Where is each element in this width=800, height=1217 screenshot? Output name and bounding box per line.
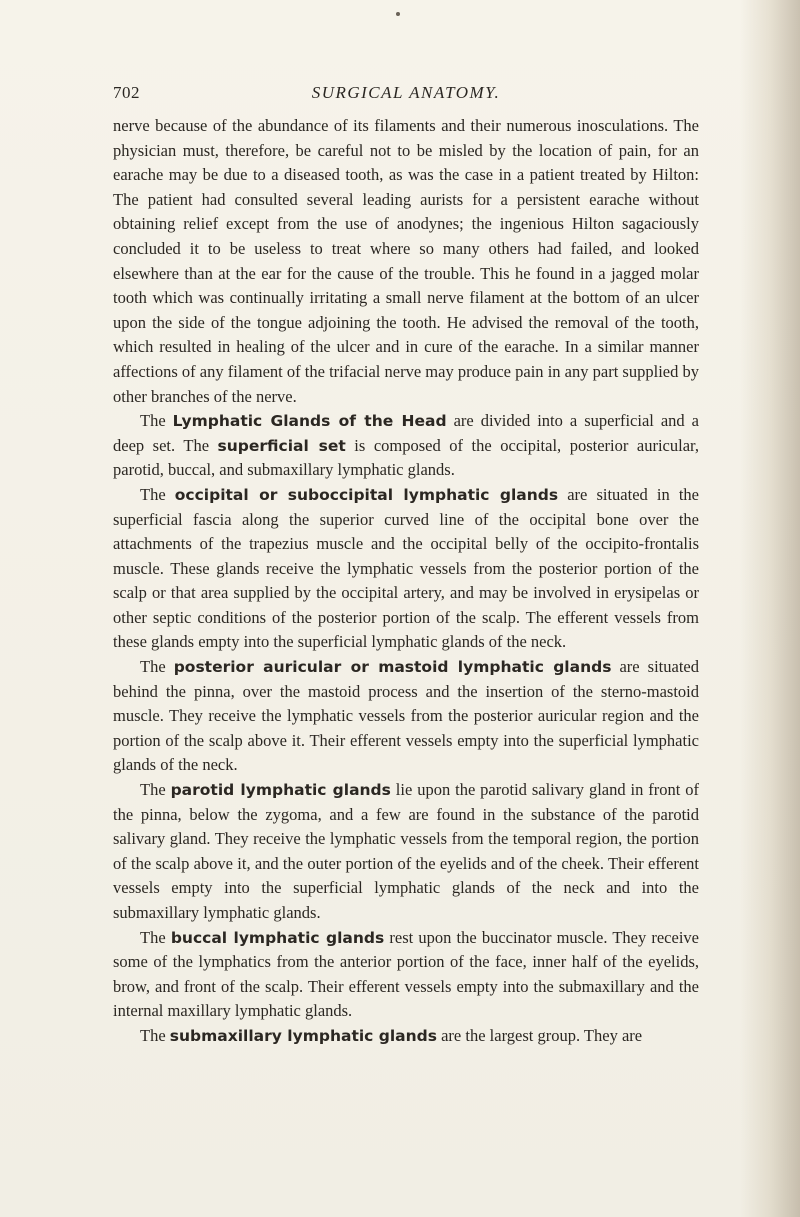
bold-term: posterior auricular or mastoid lymphatic glands <box>173 658 612 677</box>
paragraph-text: is composed of the occipital, posterior auricular, parotid, buccal, and submaxillary lymphatic glands. <box>113 435 699 480</box>
paragraph-text: The <box>140 484 175 504</box>
paragraph-text: The <box>140 1025 170 1045</box>
paragraph-text: The <box>140 411 173 431</box>
page-number: 702 <box>113 83 140 102</box>
paragraph <box>113 926 699 1024</box>
running-head: SURGICAL ANATOMY. <box>311 83 501 102</box>
bold-term: buccal lymphatic glands <box>170 928 385 947</box>
paragraph-text: are divided into a superficial and a deep set. The <box>113 411 700 455</box>
paragraph <box>113 778 699 926</box>
paragraph-text: lie upon the parotid salivary gland in front of the pinna, below the zygoma, and a few are found in the substance of the parotid salivary gland. They receive the lymphatic vessels from the temporal region, the portion of the scalp above it, and the outer portion of the eyelids and of the cheek. Their efferent vessels empty into the superficial lymphatic glands of the neck and into the submaxillary lymphatic glands. <box>113 780 699 922</box>
paragraph-text: are situated in the superficial fascia along the superior curved line of the occipital bone over the attachments of the trapezius muscle and the occipital belly of the occipito-frontalis muscle. These glands receive the lymphatic vessels from the posterior portion of the scalp or that area supplied by the occipital artery, and may be involved in erysipelas or other septic conditions of the posterior portion of the scalp. The efferent vessels from these glands empty into the superficial lymphatic glands of the neck. <box>113 484 699 652</box>
print-speck <box>396 12 400 16</box>
paragraph <box>113 1024 699 1049</box>
paragraph-text: The <box>140 927 171 947</box>
bold-term: occipital or suboccipital lymphatic glands <box>174 485 559 504</box>
paragraph-text: nerve because of the abundance of its filaments and their numerous inosculations. The physician must, therefore, be careful not to be misled by the location of pain, for an earache may be due to a diseased tooth, as was the case in a patient treated by Hilton: The patient had consulted several leading aurists for a persistent earache without obtaining relief except from the use of anodynes; the ingenious Hilton sagaciously concluded it to be useless to treat where so many others had failed, and looked elsewhere than at the ear for the cause of the trouble. This he found in a jagged molar tooth which was continually irritating a small nerve filament at the bottom of an ulcer upon the side of the tongue adjoining the tooth. He advised the removal of the tooth, which resulted in healing of the ulcer and in cure of the earache. In a similar manner affections of any filament of the trifacial nerve may produce pain in any part supplied by other branches of the nerve. <box>113 116 699 406</box>
paragraph-text: The <box>140 780 171 800</box>
paragraph-text: rest upon the buccinator muscle. They receive some of the lymphatics from the anterior portion of the face, inner half of the eyelids, brow, and front of the scalp. Their efferent vessels empty into the submaxillary and the internal maxillary lymphatic glands. <box>113 927 699 1021</box>
paragraph-text: are the largest group. They are <box>436 1025 643 1045</box>
bold-term: parotid lymphatic glands <box>170 781 391 800</box>
paragraph <box>113 409 699 483</box>
bold-term: Lymphatic Glands of the Head <box>172 412 447 431</box>
page-header <box>113 83 699 113</box>
paragraph <box>113 483 699 655</box>
paragraph-text: are situated behind the pinna, over the mastoid process and the insertion of the sterno-mastoid muscle. They receive the lymphatic vessels from the posterior auricular region and the portion of the scalp above it. Their efferent vessels empty into the superficial lymphatic glands of the neck. <box>113 657 699 775</box>
paragraph <box>113 114 699 409</box>
paragraph-text: The <box>140 657 174 677</box>
bold-term: submaxillary lymphatic glands <box>169 1026 437 1045</box>
paragraph <box>113 655 699 778</box>
bold-term: superficial set <box>217 436 346 455</box>
body-text <box>113 114 699 1049</box>
